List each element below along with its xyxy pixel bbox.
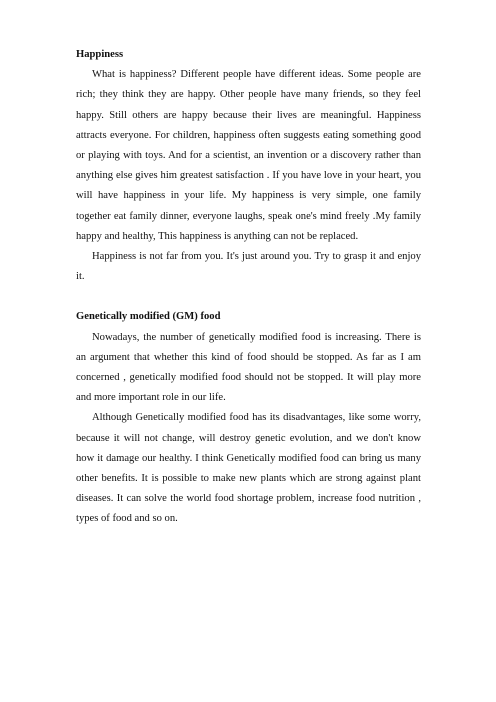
- paragraph: What is happiness? Different people have different ideas. Some people are rich; they think they are happy. Other people have many friends, so they feel happy. Still others are happy because their lives are meaningful. Happiness attracts everyone. For children, happiness often suggests eating something good or playing with toys. And for a scientist, an invention or a discovery rather than anything else gives him greatest satisfaction . If you have love in your heart, you will have happiness in your life. My happiness is very simple, one family together eat family dinner, everyone laughs, speak one's mind freely .My family happy and healthy, This happiness is anything can not be replaced.: [76, 69, 421, 242]
- document-body: [76, 45, 421, 530]
- section-spacer: [76, 287, 421, 307]
- paragraph: Nowadays, the number of genetically modified food is increasing. There is an argument that whether this kind of food should be stopped. As far as I am concerned , genetically modified food should not be stopped. It will play more and more important role in our life.: [76, 331, 421, 404]
- paragraph: Happiness is not far from you. It's just around you. Try to grasp it and enjoy it.: [76, 251, 421, 283]
- paragraph: Although Genetically modified food has its disadvantages, like some worry, because it will not change, will destroy genetic evolution, and we don't know how it damage our healthy. I think Genetically modified food can bring us many other benefits. It is possible to make new plants which are strong against plant diseases. It can solve the world food shortage problem, increase food nutrition , types of food and so on.: [76, 412, 421, 525]
- section-title-happiness: Happiness: [76, 49, 124, 60]
- section-title-gm-food: Genetically modified (GM) food: [76, 311, 221, 323]
